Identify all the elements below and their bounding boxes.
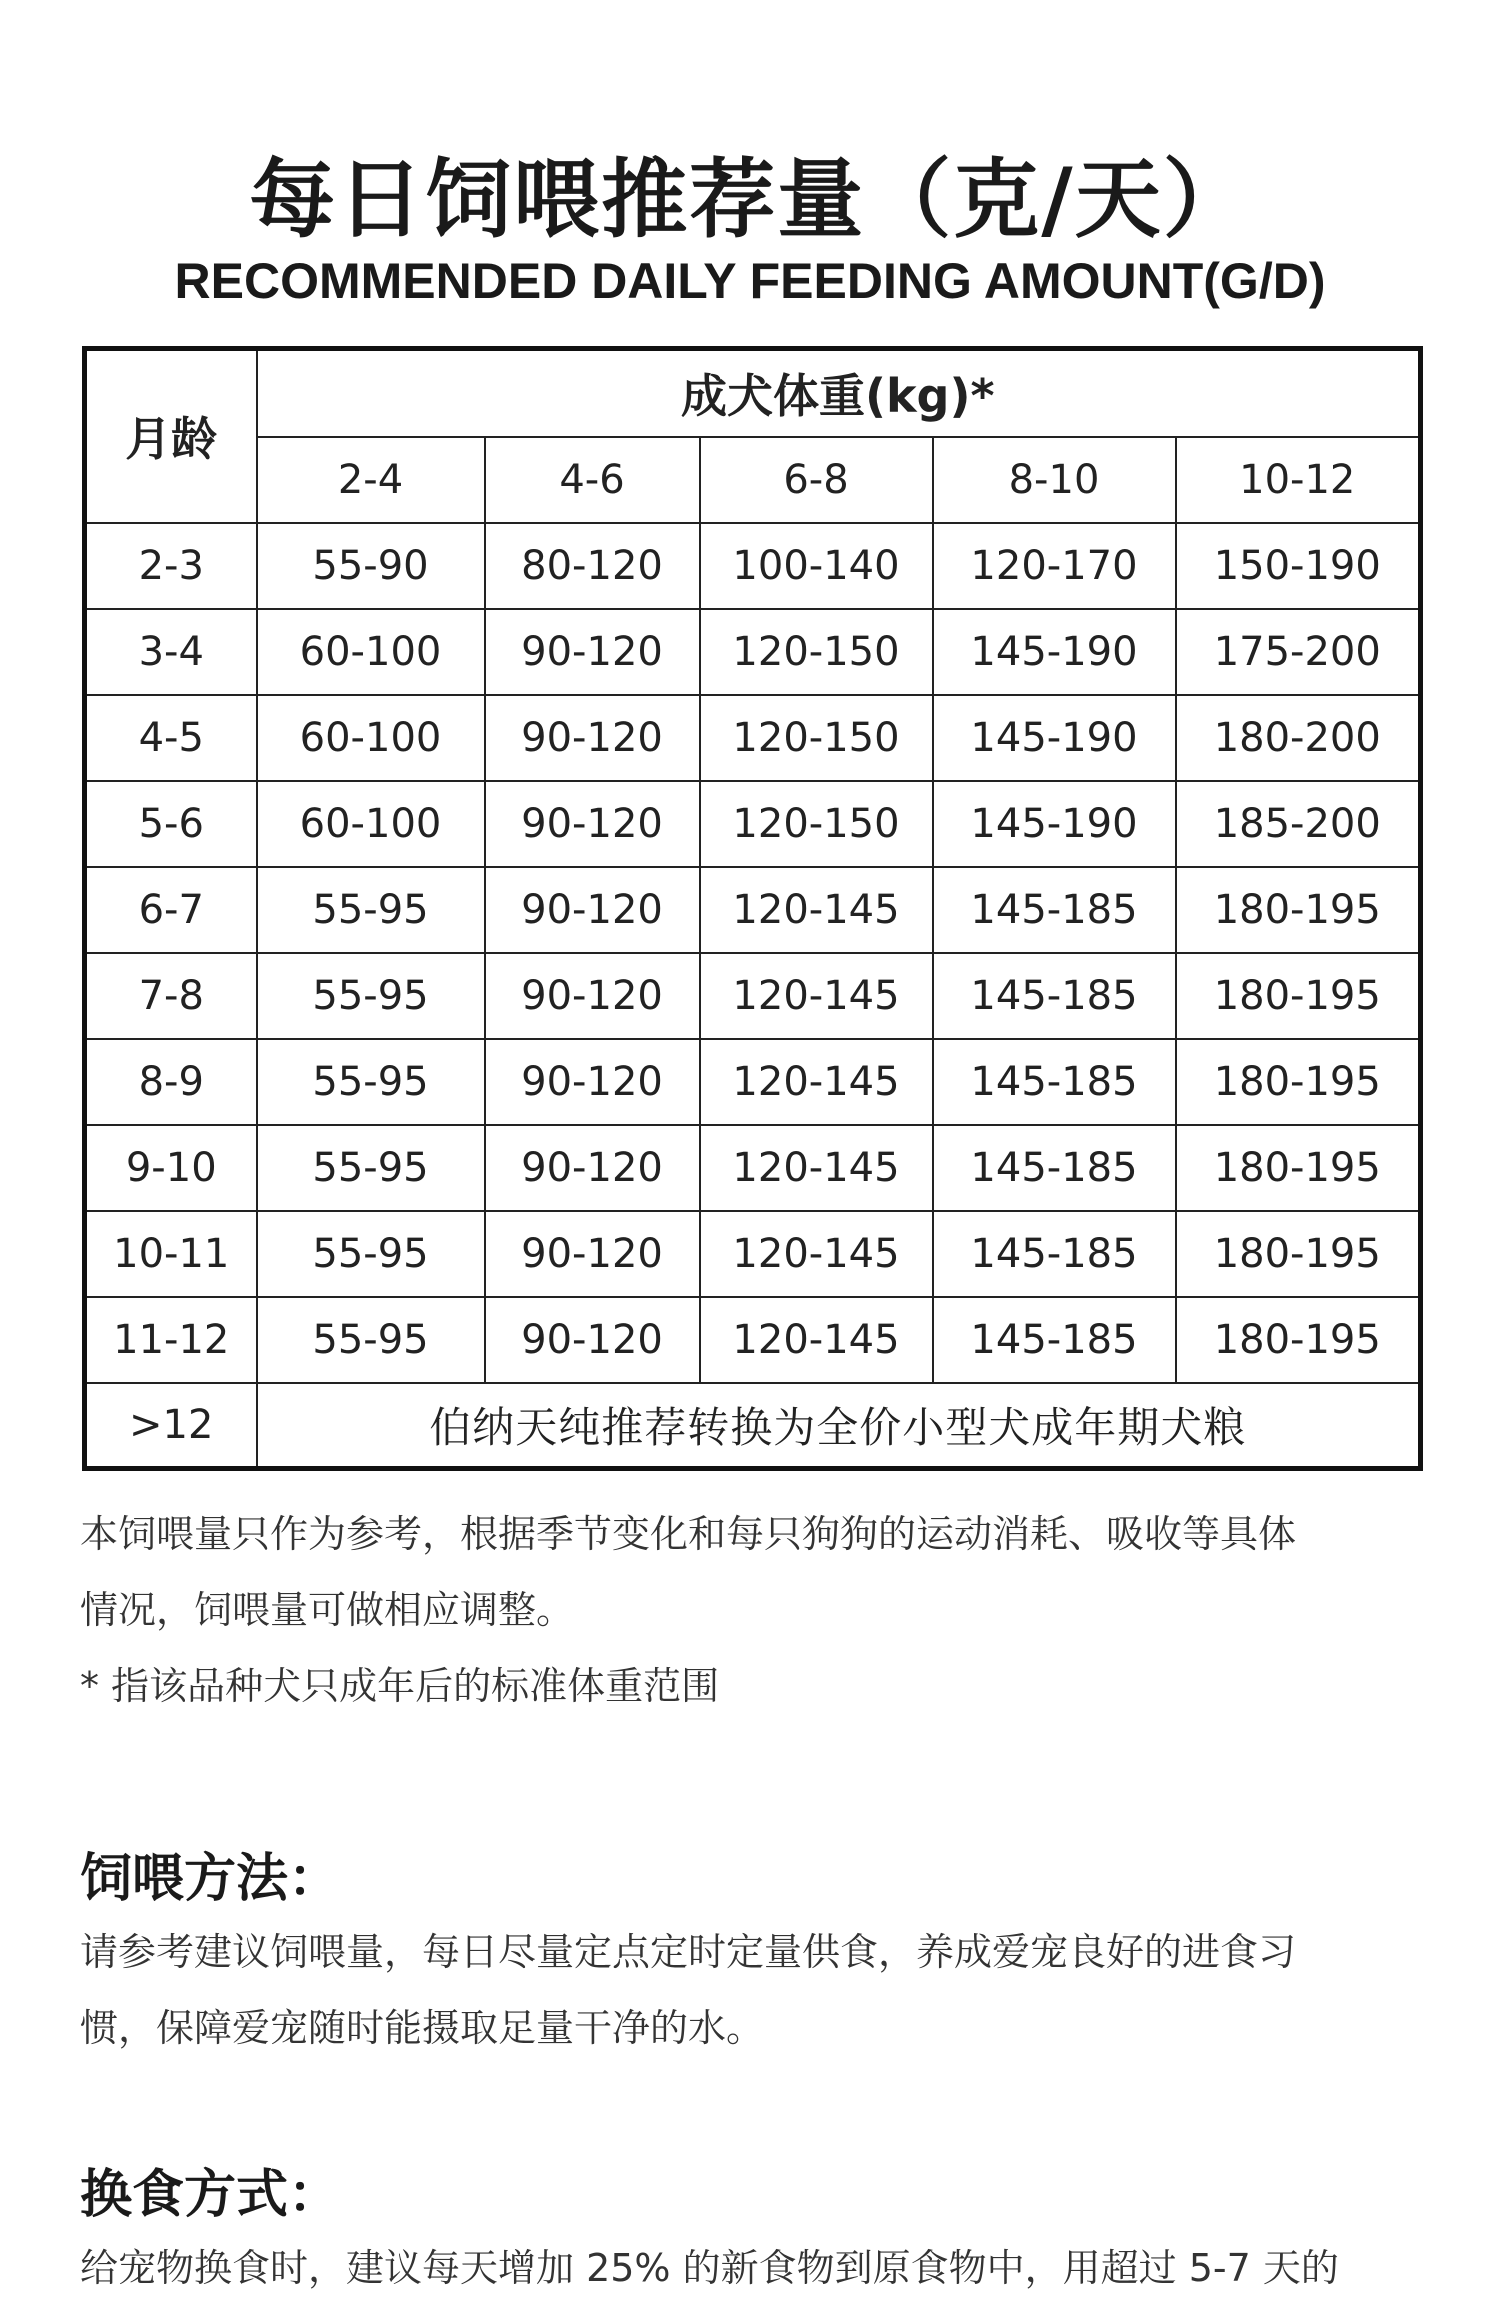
reference-note-line: 情况，饲喂量可做相应调整。 bbox=[80, 1588, 575, 1632]
amount-cell: 120-145 bbox=[700, 1125, 933, 1211]
amount-cell: 180-195 bbox=[1176, 1039, 1421, 1125]
amount-cell: 180-195 bbox=[1176, 1211, 1421, 1297]
amount-cell: 145-190 bbox=[933, 781, 1176, 867]
amount-cell: 90-120 bbox=[485, 1211, 700, 1297]
food-change-text bbox=[80, 2230, 1420, 2306]
amount-cell: 60-100 bbox=[257, 609, 485, 695]
table-row-adult bbox=[85, 1383, 1421, 1469]
amount-cell: 90-120 bbox=[485, 781, 700, 867]
amount-cell: 120-145 bbox=[700, 867, 933, 953]
amount-cell: 180-195 bbox=[1176, 1297, 1421, 1383]
table-row bbox=[85, 609, 1421, 695]
amount-cell: 120-145 bbox=[700, 1297, 933, 1383]
food-change-title: 换食方式： bbox=[80, 2165, 341, 2225]
age-cell: 3-4 bbox=[85, 609, 257, 695]
amount-cell: 90-120 bbox=[485, 867, 700, 953]
amount-cell: 60-100 bbox=[257, 695, 485, 781]
age-cell: 7-8 bbox=[85, 953, 257, 1039]
food-change-line: 给宠物换食时，建议每天增加 25% 的新食物到原食物中，用超过 5-7 天的 bbox=[80, 2246, 1339, 2290]
weight-column-header: 4-6 bbox=[485, 437, 700, 523]
table-row bbox=[85, 523, 1421, 609]
feeding-method-title: 饲喂方法： bbox=[80, 1849, 341, 1909]
amount-cell: 100-140 bbox=[700, 523, 933, 609]
feeding-method-text bbox=[80, 1914, 1420, 2066]
amount-cell: 120-150 bbox=[700, 695, 933, 781]
table-row bbox=[85, 1211, 1421, 1297]
age-cell: 10-11 bbox=[85, 1211, 257, 1297]
feeding-method-line: 惯，保障爱宠随时能摄取足量干净的水。 bbox=[80, 2006, 765, 2050]
amount-cell: 145-185 bbox=[933, 867, 1176, 953]
table-row bbox=[85, 695, 1421, 781]
amount-cell: 55-90 bbox=[257, 523, 485, 609]
amount-cell: 55-95 bbox=[257, 1211, 485, 1297]
amount-cell: 120-170 bbox=[933, 523, 1176, 609]
weight-column-header: 10-12 bbox=[1176, 437, 1421, 523]
amount-cell: 80-120 bbox=[485, 523, 700, 609]
age-header: 月龄 bbox=[85, 349, 257, 523]
feeding-method-line: 请参考建议饲喂量，每日尽量定点定时定量供食，养成爱宠良好的进食习 bbox=[80, 1930, 1297, 1974]
amount-cell: 90-120 bbox=[485, 953, 700, 1039]
amount-cell: 180-195 bbox=[1176, 1125, 1421, 1211]
table-row bbox=[85, 953, 1421, 1039]
amount-cell: 60-100 bbox=[257, 781, 485, 867]
age-cell: 4-5 bbox=[85, 695, 257, 781]
age-cell: 8-9 bbox=[85, 1039, 257, 1125]
amount-cell: 145-185 bbox=[933, 1039, 1176, 1125]
amount-cell: 120-145 bbox=[700, 1039, 933, 1125]
amount-cell: 145-185 bbox=[933, 1297, 1176, 1383]
amount-cell: 145-190 bbox=[933, 695, 1176, 781]
amount-cell: 145-185 bbox=[933, 1125, 1176, 1211]
table-row bbox=[85, 781, 1421, 867]
page-title: 每日饲喂推荐量（克/天） bbox=[249, 150, 1251, 250]
amount-cell: 145-185 bbox=[933, 1211, 1176, 1297]
table-row bbox=[85, 1297, 1421, 1383]
amount-cell: 180-195 bbox=[1176, 867, 1421, 953]
amount-cell: 150-190 bbox=[1176, 523, 1421, 609]
amount-cell: 90-120 bbox=[485, 695, 700, 781]
age-cell: 5-6 bbox=[85, 781, 257, 867]
adult-recommendation-cell: 伯纳天纯推荐转换为全价小型犬成年期犬粮 bbox=[257, 1383, 1421, 1469]
weight-column-header: 2-4 bbox=[257, 437, 485, 523]
amount-cell: 180-195 bbox=[1176, 953, 1421, 1039]
weight-header: 成犬体重(kg)* bbox=[257, 349, 1421, 437]
amount-cell: 180-200 bbox=[1176, 695, 1421, 781]
amount-cell: 55-95 bbox=[257, 1297, 485, 1383]
amount-cell: 55-95 bbox=[257, 1125, 485, 1211]
amount-cell: 90-120 bbox=[485, 1125, 700, 1211]
amount-cell: 120-150 bbox=[700, 609, 933, 695]
age-cell: 2-3 bbox=[85, 523, 257, 609]
age-cell: 9-10 bbox=[85, 1125, 257, 1211]
weight-column-header: 8-10 bbox=[933, 437, 1176, 523]
table-header-row bbox=[85, 349, 1421, 437]
amount-cell: 90-120 bbox=[485, 1039, 700, 1125]
amount-cell: 120-145 bbox=[700, 953, 933, 1039]
age-cell: 6-7 bbox=[85, 867, 257, 953]
table-row bbox=[85, 1039, 1421, 1125]
amount-cell: 90-120 bbox=[485, 609, 700, 695]
table-row bbox=[85, 1125, 1421, 1211]
amount-cell: 145-190 bbox=[933, 609, 1176, 695]
amount-cell: 120-150 bbox=[700, 781, 933, 867]
reference-note-line: 本饲喂量只作为参考，根据季节变化和每只狗狗的运动消耗、吸收等具体 bbox=[80, 1512, 1297, 1556]
weight-column-header: 6-8 bbox=[700, 437, 933, 523]
amount-cell: 185-200 bbox=[1176, 781, 1421, 867]
age-cell: 11-12 bbox=[85, 1297, 257, 1383]
amount-cell: 175-200 bbox=[1176, 609, 1421, 695]
amount-cell: 55-95 bbox=[257, 1039, 485, 1125]
page-subtitle: RECOMMENDED DAILY FEEDING AMOUNT(G/D) bbox=[174, 253, 1326, 309]
table-row bbox=[85, 867, 1421, 953]
amount-cell: 145-185 bbox=[933, 953, 1176, 1039]
amount-cell: 55-95 bbox=[257, 867, 485, 953]
amount-cell: 90-120 bbox=[485, 1297, 700, 1383]
amount-cell: 120-145 bbox=[700, 1211, 933, 1297]
weight-columns-row bbox=[85, 437, 1421, 523]
feeding-table bbox=[82, 346, 1423, 1471]
amount-cell: 55-95 bbox=[257, 953, 485, 1039]
reference-note bbox=[80, 1496, 1420, 1724]
age-cell: >12 bbox=[85, 1383, 257, 1469]
weight-footnote: * 指该品种犬只成年后的标准体重范围 bbox=[80, 1664, 720, 1708]
